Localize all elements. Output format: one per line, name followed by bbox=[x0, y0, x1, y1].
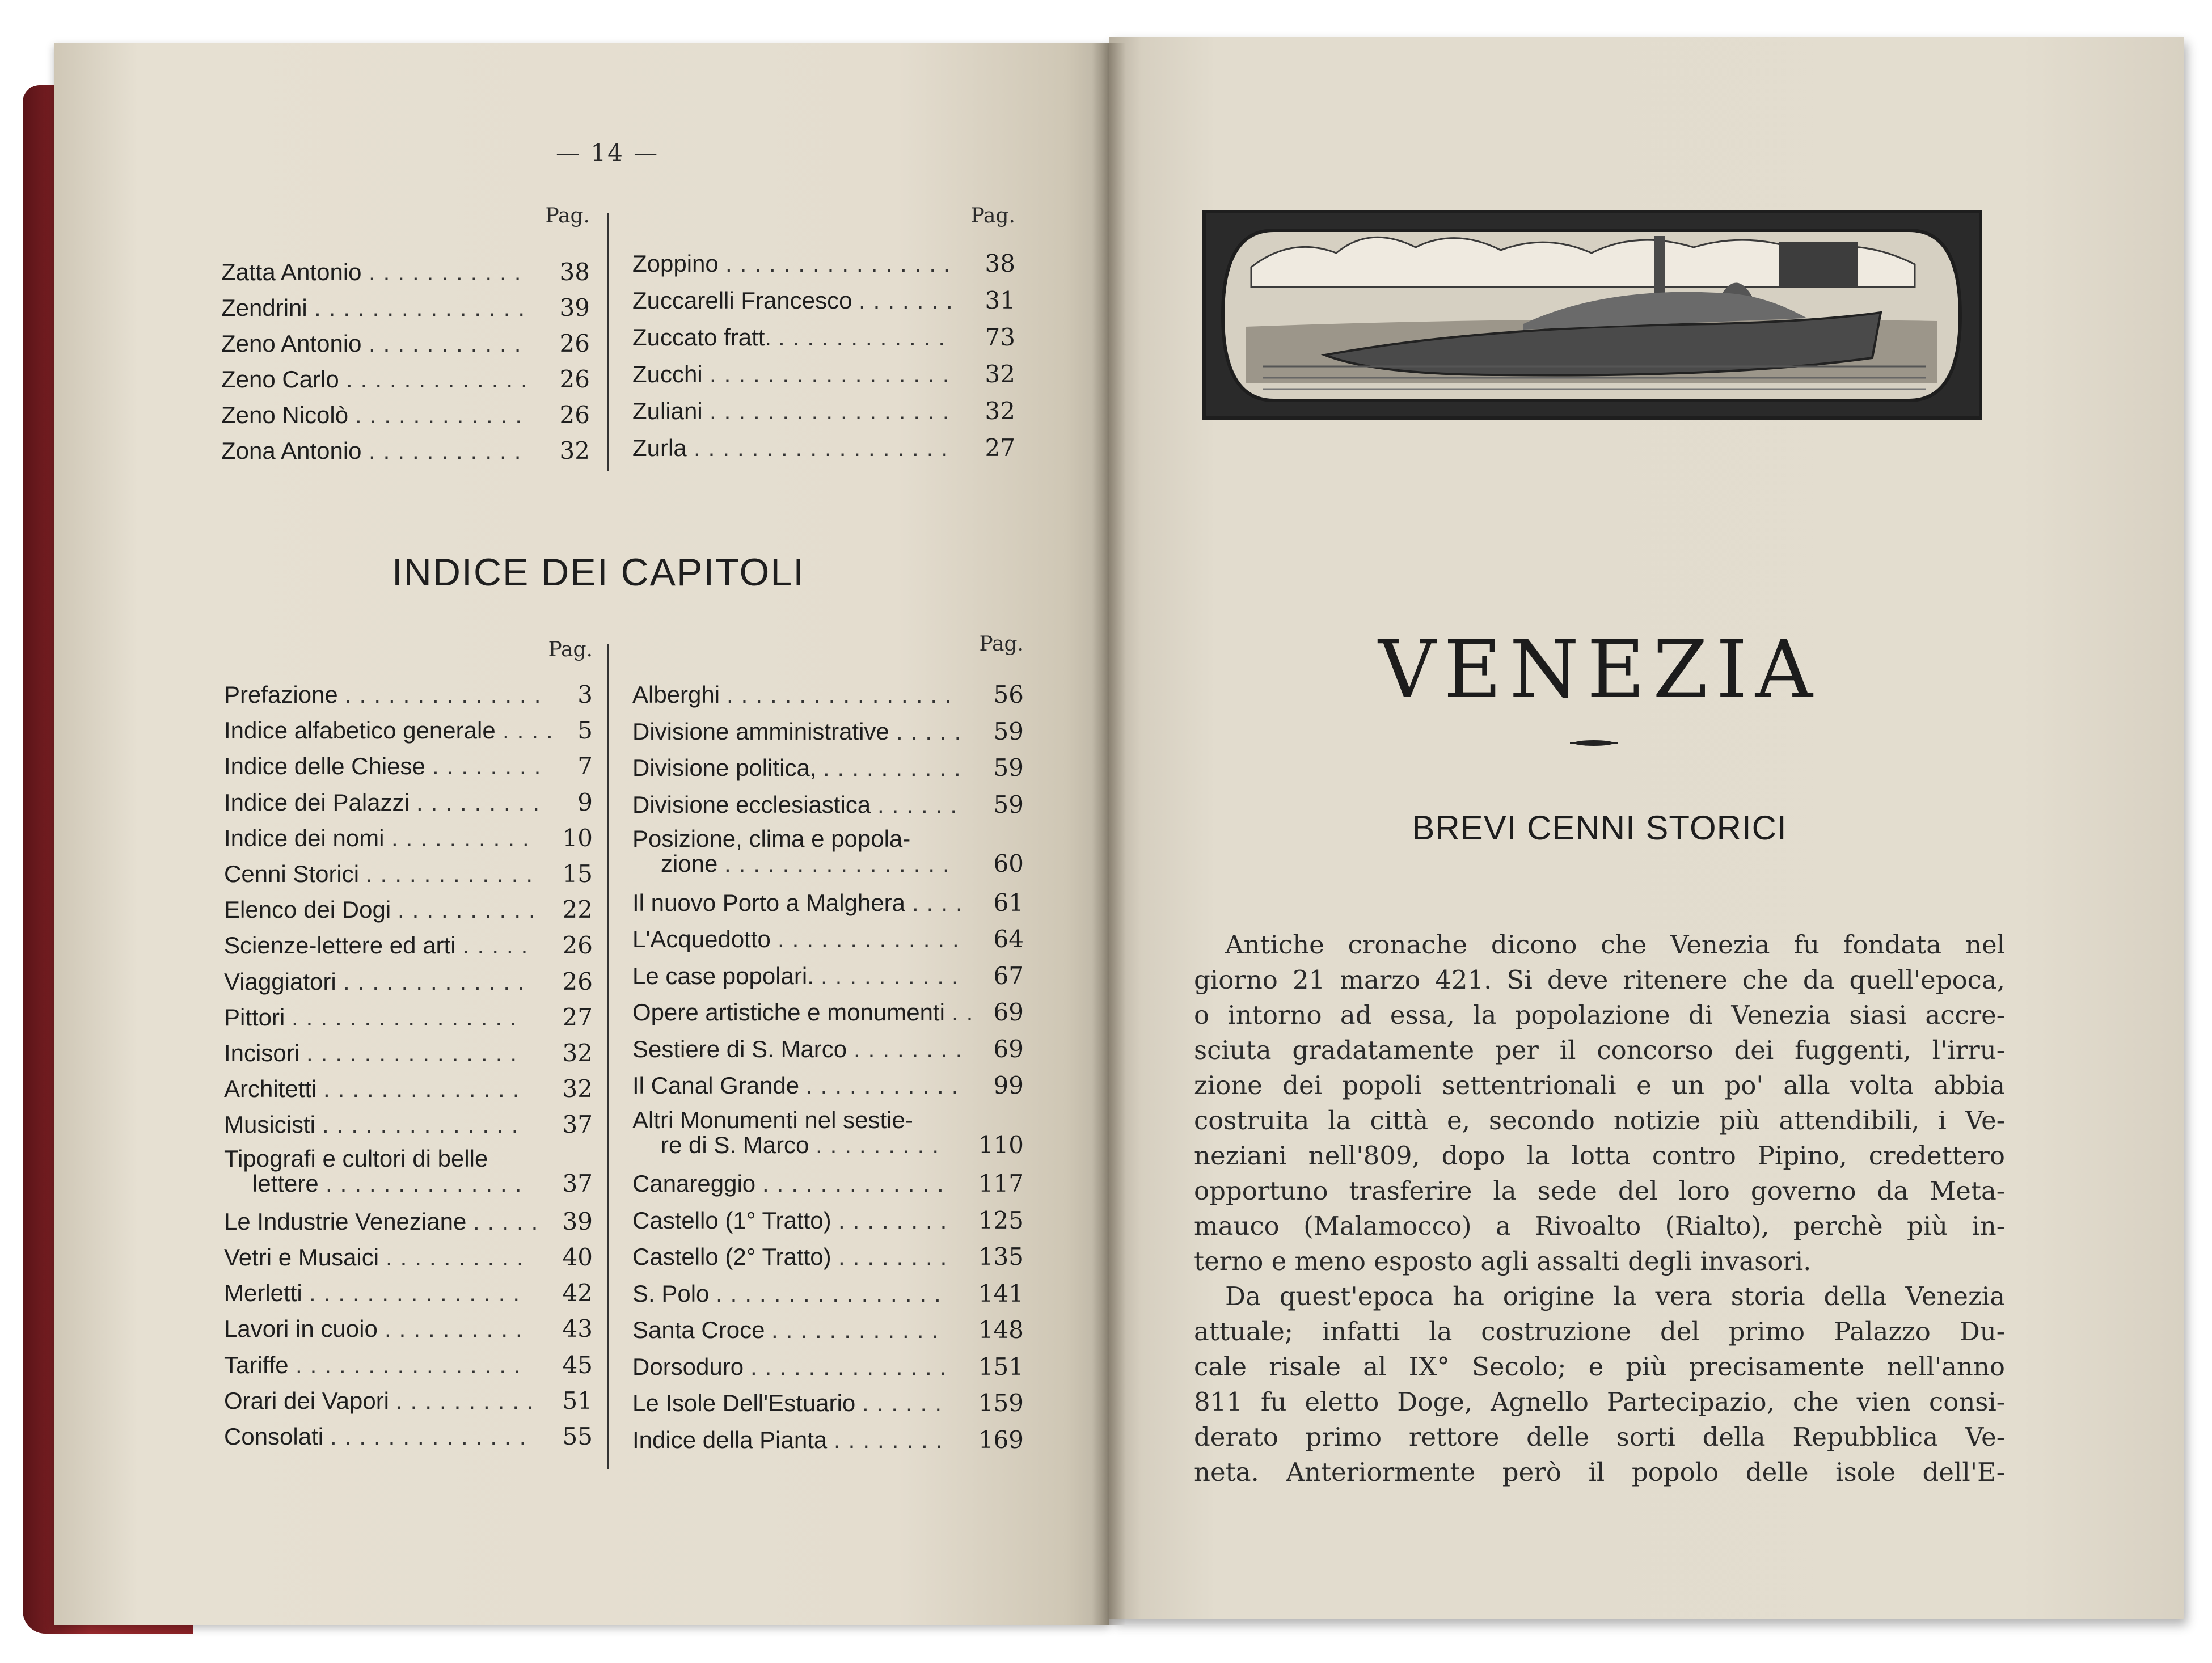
page-number: — 14 — bbox=[556, 139, 660, 167]
index-entry-page: 59 bbox=[993, 790, 1024, 818]
section-subtitle: BREVI CENNI STORICI bbox=[1412, 809, 1787, 847]
index-entry-page: 99 bbox=[993, 1071, 1024, 1099]
index-entry bbox=[224, 928, 593, 963]
index-entry-name: Alberghi bbox=[632, 681, 720, 708]
index-entry bbox=[224, 714, 593, 748]
index-entry bbox=[632, 922, 1024, 956]
body-text-line: o intorno ad essa, la popolazione di Venezia siasi accre- bbox=[1194, 1000, 2005, 1030]
index-entry-page: 9 bbox=[577, 788, 593, 816]
index-entry-name: Architetti bbox=[224, 1075, 317, 1103]
leader-dots: ............ bbox=[778, 324, 953, 351]
index-entry-name: Lavori in cuoio bbox=[224, 1315, 378, 1343]
index-entry-name: Cenni Storici bbox=[224, 860, 360, 887]
leader-dots: .......... bbox=[823, 754, 969, 781]
index-entry-page: 117 bbox=[978, 1170, 1024, 1197]
body-text-line: giorno 21 marzo 421. Si deve ritenere che da quell'epoca, bbox=[1194, 965, 2005, 995]
column-divider bbox=[607, 644, 609, 1469]
leader-dots: .......... bbox=[391, 824, 537, 851]
index-entry-name: Vetri e Musaici bbox=[224, 1244, 379, 1271]
leader-dots: .............. bbox=[323, 1075, 527, 1103]
index-entry-name: Indice delle Chiese bbox=[224, 753, 425, 780]
index-entry-name: Indice dei nomi bbox=[224, 824, 385, 851]
index-entry bbox=[632, 1106, 1024, 1159]
index-entry bbox=[632, 1313, 1024, 1347]
index-entry-page: 135 bbox=[978, 1243, 1024, 1271]
index-entry-page: 60 bbox=[993, 850, 1024, 877]
leader-dots: ..... bbox=[463, 932, 536, 959]
index-entry bbox=[632, 1277, 1024, 1311]
index-entry bbox=[224, 1072, 593, 1106]
index-entry-page: 32 bbox=[559, 437, 590, 465]
index-entry-page: 67 bbox=[993, 961, 1024, 990]
index-entry-name: Altri Monumenti nel sestie- bbox=[632, 1106, 913, 1133]
index-entry-page: 45 bbox=[562, 1350, 593, 1379]
index-entry-name: Dorsoduro bbox=[632, 1353, 744, 1380]
index-entry-page: 32 bbox=[985, 397, 1015, 425]
leader-dots: .............. bbox=[345, 681, 549, 708]
leader-dots: ............ bbox=[355, 402, 530, 428]
body-text-line: neziani nell'809, dopo la lotta contro Pipino, credettero bbox=[1194, 1141, 2005, 1171]
index-entry-page: 27 bbox=[985, 434, 1015, 462]
leader-dots: ............ bbox=[366, 860, 541, 887]
leader-dots: ........ bbox=[432, 753, 549, 780]
chapter-title-venezia: VENEZIA bbox=[1378, 624, 1821, 716]
index-entry bbox=[221, 255, 590, 289]
index-entry-name: Scienze-lettere ed arti bbox=[224, 932, 456, 959]
leader-dots: .... bbox=[912, 889, 970, 916]
index-entry-name: Zona Antonio bbox=[221, 437, 362, 464]
index-entry-page: 51 bbox=[562, 1386, 593, 1415]
index-entry-page: 15 bbox=[562, 860, 593, 888]
index-entry-name: Indice alfabetico generale bbox=[224, 717, 496, 744]
index-entry-name-continued: lettere bbox=[252, 1170, 319, 1197]
chapters-index-right-column bbox=[632, 632, 1024, 1472]
index-entry bbox=[632, 320, 1015, 354]
title-ornament-line bbox=[1570, 742, 1618, 744]
galley-illustration bbox=[1206, 213, 1979, 416]
body-text-line: mauco (Malamocco) a Rivoalto (Rialto), perchè più in- bbox=[1194, 1211, 2005, 1241]
leader-dots: ............. bbox=[346, 366, 535, 392]
index-entry bbox=[224, 893, 593, 927]
body-text-line: sciuta gradatamente per il concorso dei fuggenti, l'irru- bbox=[1194, 1035, 2005, 1065]
index-entry-name: Zuccato fratt. bbox=[632, 324, 772, 351]
index-entry-name: S. Polo bbox=[632, 1280, 710, 1307]
index-entry-page: 69 bbox=[993, 1035, 1024, 1063]
index-entry bbox=[224, 1240, 593, 1274]
index-entry-page: 32 bbox=[985, 360, 1015, 388]
index-entry-page: 22 bbox=[562, 896, 593, 924]
index-entry-page: 148 bbox=[978, 1316, 1024, 1344]
body-text-line: Da quest'epoca ha origine la vera storia della Venezia bbox=[1225, 1281, 2005, 1311]
index-entry-page: 59 bbox=[993, 754, 1024, 782]
index-entry-name: Divisione amministrative bbox=[632, 717, 889, 745]
index-entry bbox=[224, 821, 593, 855]
index-entry-page: 64 bbox=[993, 925, 1024, 953]
index-entry bbox=[224, 678, 593, 712]
leader-dots: .................. bbox=[694, 434, 956, 461]
leader-dots: ............... bbox=[314, 294, 533, 321]
index-entry-name: Zeno Carlo bbox=[221, 366, 339, 392]
leader-dots: ........... bbox=[369, 330, 529, 357]
leader-dots: ........ bbox=[838, 1243, 955, 1270]
leader-dots: ................ bbox=[725, 250, 959, 277]
leader-dots: .............. bbox=[326, 1170, 530, 1197]
index-entry-name: Le case popolari. bbox=[632, 962, 814, 989]
leader-dots: .......... bbox=[821, 962, 966, 989]
index-entry-name: Castello (2° Tratto) bbox=[632, 1243, 831, 1270]
page-gutter bbox=[1092, 43, 1126, 1625]
index-entry-page: 55 bbox=[562, 1423, 593, 1450]
body-text-line: Antiche cronache dicono che Venezia fu fondata nel bbox=[1225, 930, 2005, 960]
index-entry bbox=[632, 431, 1015, 465]
index-entry-page: 37 bbox=[562, 1111, 593, 1139]
index-entry-name: Il nuovo Porto a Malghera bbox=[632, 889, 905, 916]
index-entry-name: Zurla bbox=[632, 434, 687, 461]
index-entry bbox=[632, 995, 1024, 1029]
index-entry-name: Zeno Antonio bbox=[221, 330, 362, 357]
leader-dots: ......... bbox=[416, 788, 548, 816]
index-entry-name: Opere artistiche e monumenti bbox=[632, 999, 945, 1025]
index-entry bbox=[224, 965, 593, 999]
index-entry-name: Zendrini bbox=[221, 294, 307, 321]
index-entry-name: Incisori bbox=[224, 1040, 300, 1066]
index-entry-page: 42 bbox=[562, 1279, 593, 1307]
leader-dots: ....... bbox=[859, 287, 961, 314]
leader-dots: ................ bbox=[724, 850, 957, 877]
index-entry-name: Pittori bbox=[224, 1003, 285, 1031]
index-entry bbox=[632, 1069, 1024, 1103]
leader-dots: ..... bbox=[896, 717, 969, 745]
index-entry bbox=[632, 1386, 1024, 1420]
index-entry bbox=[632, 284, 1015, 318]
index-entry-name: Canareggio bbox=[632, 1170, 756, 1197]
index-entry-name: Musicisti bbox=[224, 1111, 316, 1138]
leader-dots: ............. bbox=[762, 1170, 952, 1197]
leader-dots: .......... bbox=[396, 1387, 542, 1414]
leader-dots: ........... bbox=[806, 1072, 966, 1099]
index-entry-page: 125 bbox=[978, 1206, 1024, 1234]
chapters-index-left-column bbox=[224, 638, 593, 1478]
index-entry bbox=[224, 1145, 593, 1197]
index-entry-name: Indice dei Palazzi bbox=[224, 788, 410, 816]
index-entry-page: 26 bbox=[562, 967, 593, 995]
index-entry-name: Elenco dei Dogi bbox=[224, 896, 391, 923]
index-entry-page: 31 bbox=[985, 286, 1015, 314]
index-entry-page: 73 bbox=[985, 323, 1015, 351]
index-entry-name: Tipografi e cultori di belle bbox=[224, 1145, 488, 1172]
leader-dots: ................. bbox=[710, 361, 957, 387]
index-entry-page: 26 bbox=[559, 401, 590, 429]
leader-dots: ...... bbox=[862, 1390, 950, 1416]
leader-dots: ................ bbox=[727, 681, 960, 708]
index-entry bbox=[224, 1036, 593, 1070]
index-entry-name: Viaggiatori bbox=[224, 968, 336, 995]
index-entry-name: Zatta Antonio bbox=[221, 259, 362, 285]
index-entry-page: 69 bbox=[993, 998, 1024, 1026]
index-entry-page: 39 bbox=[559, 294, 590, 322]
chapters-index-title: INDICE DEI CAPITOLI bbox=[391, 551, 805, 594]
index-entry bbox=[632, 1423, 1024, 1457]
names-index-right-column bbox=[632, 204, 1015, 476]
index-entry-name-continued: re di S. Marco bbox=[661, 1131, 809, 1158]
index-entry bbox=[221, 327, 590, 361]
index-entry bbox=[221, 398, 590, 432]
index-entry bbox=[224, 857, 593, 891]
leader-dots: ............. bbox=[778, 926, 967, 952]
index-entry-page: 7 bbox=[577, 752, 593, 780]
leader-dots: ........ bbox=[854, 1035, 970, 1062]
index-entry bbox=[224, 1276, 593, 1310]
index-entry-page: 56 bbox=[993, 681, 1024, 708]
leader-dots: .......... bbox=[386, 1244, 531, 1271]
index-entry-page: 26 bbox=[562, 931, 593, 960]
index-entry-name: Zucchi bbox=[632, 361, 703, 387]
index-entry bbox=[632, 1240, 1024, 1274]
index-entry-page: 10 bbox=[562, 824, 593, 852]
index-entry-page: 40 bbox=[562, 1243, 593, 1271]
index-entry bbox=[221, 291, 590, 325]
index-entry bbox=[221, 362, 590, 396]
index-entry-page: 141 bbox=[978, 1279, 1024, 1307]
leader-dots: .............. bbox=[330, 1423, 534, 1450]
leader-dots: ............... bbox=[306, 1040, 525, 1066]
leader-dots: .... bbox=[503, 717, 561, 744]
index-entry bbox=[221, 434, 590, 468]
index-entry-page: 43 bbox=[562, 1315, 593, 1343]
body-text-line: attuale; infatti la costruzione del primo Palazzo Du- bbox=[1194, 1316, 2005, 1347]
leader-dots: ................ bbox=[292, 1003, 525, 1031]
leader-dots: ................ bbox=[716, 1280, 949, 1307]
index-entry-page: 27 bbox=[562, 1003, 593, 1031]
index-entry-name: Zoppino bbox=[632, 250, 719, 277]
index-entry-name: Merletti bbox=[224, 1280, 302, 1307]
index-entry-page: 37 bbox=[562, 1169, 593, 1197]
index-entry bbox=[632, 788, 1024, 822]
body-text bbox=[1194, 927, 2005, 1490]
leader-dots: .......... bbox=[385, 1315, 530, 1343]
leader-dots: ............ bbox=[771, 1316, 947, 1343]
leader-dots: ........... bbox=[369, 259, 529, 285]
index-entry-name: Divisione ecclesiastica bbox=[632, 791, 871, 818]
index-entry-name: L'Acquedotto bbox=[632, 926, 771, 952]
index-entry bbox=[224, 1108, 593, 1142]
body-text-line: costruita la città e, secondo notizie più attendibili, i Ve- bbox=[1194, 1105, 2005, 1136]
index-entry-name: Zeno Nicolò bbox=[221, 402, 349, 428]
body-text-line: neta. Anteriormente però il popolo delle isole dell'E- bbox=[1194, 1457, 2005, 1487]
body-text-line: zione dei popoli settentrionali e un po' alla volta abbia bbox=[1194, 1070, 2005, 1100]
index-entry-name-continued: zione bbox=[661, 850, 718, 877]
index-entry-page: 59 bbox=[993, 717, 1024, 745]
index-entry-page: 32 bbox=[562, 1039, 593, 1067]
leader-dots: ......... bbox=[816, 1131, 947, 1158]
index-entry bbox=[224, 1420, 593, 1454]
index-entry bbox=[632, 825, 1024, 877]
index-entry-page: 5 bbox=[577, 716, 593, 745]
body-text-line: cale risale al IX° Secolo; e più precisamente nell'anno bbox=[1194, 1352, 2005, 1382]
leader-dots: .. bbox=[952, 999, 981, 1025]
leader-dots: ........ bbox=[838, 1206, 955, 1234]
index-entry-page: 61 bbox=[993, 888, 1024, 917]
index-entry-name: Prefazione bbox=[224, 681, 338, 708]
index-entry bbox=[632, 1167, 1024, 1201]
index-entry-name: Posizione, clima e popola- bbox=[632, 825, 911, 852]
pag-label: Pag. bbox=[548, 638, 593, 661]
index-entry bbox=[632, 886, 1024, 920]
leader-dots: .......... bbox=[398, 896, 543, 923]
leader-dots: ..... bbox=[473, 1208, 546, 1235]
index-entry-page: 38 bbox=[559, 258, 590, 286]
index-entry bbox=[224, 749, 593, 783]
body-text-line: opportuno trasferire la sede del loro governo da Meta- bbox=[1194, 1176, 2005, 1206]
index-entry-page: 26 bbox=[559, 365, 590, 393]
index-entry bbox=[632, 678, 1024, 712]
index-entry-name: Consolati bbox=[224, 1423, 324, 1450]
index-entry bbox=[632, 1350, 1024, 1384]
body-text-line: 811 fu eletto Doge, Agnello Partecipazio, che vien consi- bbox=[1194, 1387, 2005, 1417]
index-entry-page: 39 bbox=[562, 1207, 593, 1235]
column-divider bbox=[607, 213, 609, 471]
index-entry bbox=[632, 1204, 1024, 1238]
pag-label: Pag. bbox=[545, 204, 590, 227]
leader-dots: .............. bbox=[322, 1111, 526, 1138]
pag-label: Pag. bbox=[970, 204, 1015, 227]
index-entry bbox=[632, 394, 1015, 428]
leader-dots: ........ bbox=[834, 1426, 951, 1453]
index-entry bbox=[632, 715, 1024, 749]
index-entry-name: Zuccarelli Francesco bbox=[632, 287, 852, 314]
leader-dots: ........... bbox=[369, 437, 529, 464]
index-entry bbox=[224, 1312, 593, 1346]
index-entry bbox=[632, 357, 1015, 391]
index-entry-page: 110 bbox=[978, 1130, 1024, 1159]
index-entry-page: 159 bbox=[978, 1389, 1024, 1417]
index-entry-name: Zuliani bbox=[632, 398, 703, 424]
index-entry bbox=[224, 786, 593, 820]
index-entry bbox=[632, 959, 1024, 993]
index-entry-name: Le Isole Dell'Estuario bbox=[632, 1390, 856, 1416]
names-index-left-column bbox=[221, 204, 590, 476]
index-entry-name: Orari dei Vapori bbox=[224, 1387, 390, 1414]
index-entry-page: 151 bbox=[978, 1352, 1024, 1381]
pag-label: Pag. bbox=[979, 632, 1024, 656]
index-entry-page: 32 bbox=[562, 1075, 593, 1103]
index-entry bbox=[224, 1205, 593, 1239]
index-entry-name: Castello (1° Tratto) bbox=[632, 1206, 831, 1234]
venetian-galley-woodcut bbox=[1202, 210, 1982, 420]
leader-dots: ................. bbox=[710, 398, 957, 424]
index-entry bbox=[224, 1384, 593, 1418]
index-entry-name: Indice della Pianta bbox=[632, 1426, 828, 1453]
index-entry-name: Santa Croce bbox=[632, 1316, 765, 1343]
index-entry-page: 26 bbox=[559, 330, 590, 357]
leader-dots: ............. bbox=[343, 968, 533, 995]
leader-dots: ...... bbox=[877, 791, 965, 818]
index-entry bbox=[224, 1348, 593, 1382]
index-entry bbox=[632, 247, 1015, 281]
index-entry bbox=[632, 751, 1024, 785]
body-text-line: derato primo rettore delle sorti della Repubblica Ve- bbox=[1194, 1422, 2005, 1452]
index-entry-page: 169 bbox=[978, 1425, 1024, 1454]
leader-dots: .............. bbox=[750, 1353, 955, 1380]
index-entry-name: Il Canal Grande bbox=[632, 1072, 800, 1099]
index-entry-page: 38 bbox=[985, 250, 1015, 277]
index-entry-name: Tariffe bbox=[224, 1351, 289, 1378]
leader-dots: ................ bbox=[296, 1351, 529, 1378]
leader-dots: ............... bbox=[309, 1280, 528, 1307]
index-entry-name: Sestiere di S. Marco bbox=[632, 1035, 847, 1062]
index-entry-name: Divisione politica, bbox=[632, 754, 817, 781]
index-entry bbox=[224, 1001, 593, 1035]
index-entry bbox=[632, 1032, 1024, 1066]
index-entry-name: Le Industrie Veneziane bbox=[224, 1208, 467, 1235]
index-entry-page: 3 bbox=[577, 681, 593, 708]
body-text-line: terno e meno esposto agli assalti degli invasori. bbox=[1194, 1246, 1812, 1276]
